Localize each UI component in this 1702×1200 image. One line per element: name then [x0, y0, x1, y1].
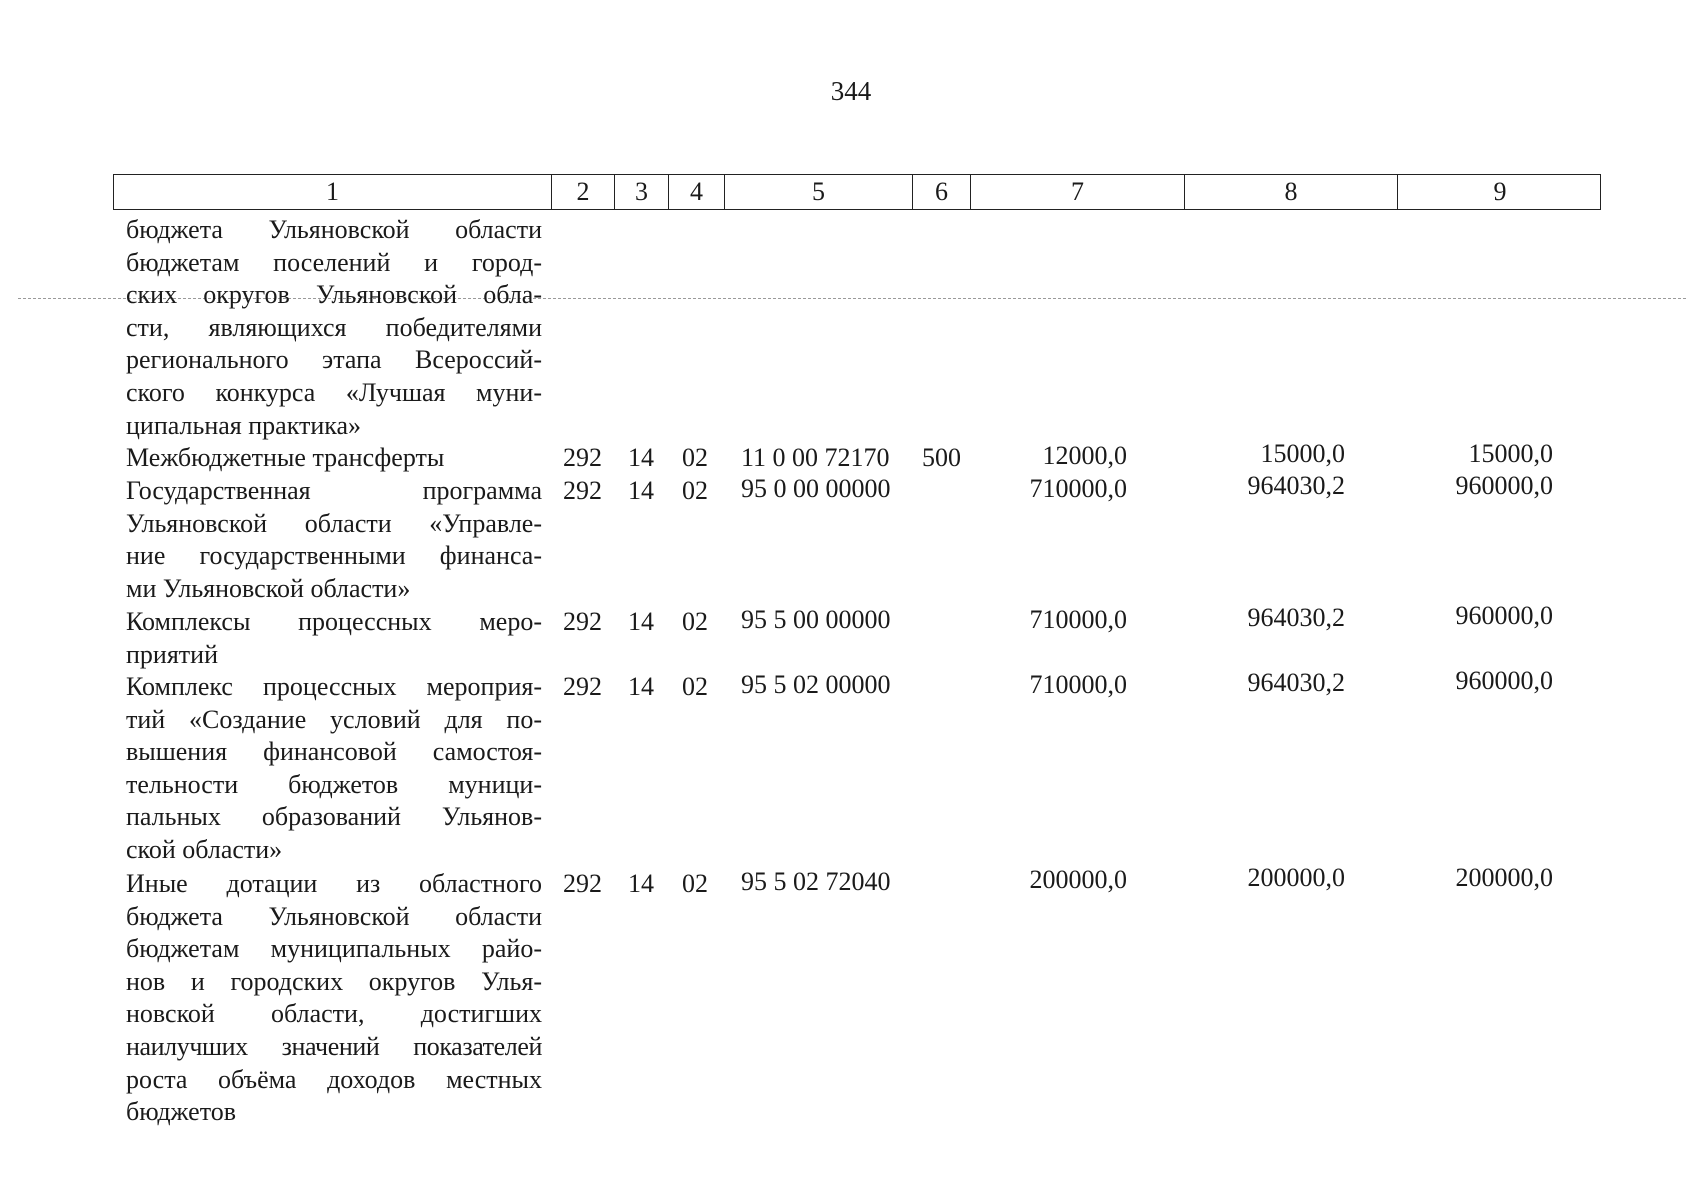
- page-number: 344: [830, 76, 872, 106]
- cell-col-3: 14: [628, 476, 654, 505]
- desc-line: ской области»: [126, 834, 283, 864]
- desc-line: бюджетов: [126, 1097, 237, 1127]
- cell-col-2: 292: [563, 443, 602, 472]
- desc-line: Иные дотации из областного: [126, 869, 542, 898]
- cell-col-6: 500: [922, 443, 961, 472]
- desc-line: Комплекс процессных мероприя-: [126, 672, 542, 701]
- cell-col-8: 200000,0: [1247, 863, 1345, 892]
- desc-line: ского конкурса «Лучшая муни-: [126, 377, 542, 407]
- desc-line: ние государственными финанса-: [126, 541, 542, 571]
- cell-col-4: 02: [682, 672, 708, 701]
- table-row-desc: [126, 475, 542, 605]
- cell-col-2: 292: [563, 672, 602, 701]
- header-col-8: 8: [1185, 175, 1398, 209]
- table-header-row: [113, 174, 1601, 210]
- cell-col-5: 95 5 00 00000: [741, 605, 891, 634]
- cell-col-7: 200000,0: [1029, 865, 1127, 894]
- header-col-3: 3: [615, 175, 669, 209]
- cell-col-8: 964030,2: [1247, 668, 1345, 697]
- desc-line: бюджета Ульяновской области: [126, 901, 542, 931]
- desc-line: ми Ульяновской области»: [126, 573, 411, 603]
- cell-col-3: 14: [628, 672, 654, 701]
- table-row-desc: [126, 868, 542, 1129]
- desc-line: Государственная программа: [126, 476, 542, 505]
- cell-col-7: 710000,0: [1029, 605, 1127, 634]
- desc-line: тельности бюджетов муници-: [126, 769, 542, 799]
- desc-line: бюджета Ульяновской области: [126, 215, 542, 244]
- header-col-1: 1: [114, 175, 552, 209]
- cell-col-5: 95 5 02 72040: [741, 867, 891, 896]
- cell-col-4: 02: [682, 443, 708, 472]
- cell-col-9: 960000,0: [1455, 666, 1553, 695]
- cell-col-4: 02: [682, 476, 708, 505]
- cell-col-9: 200000,0: [1455, 863, 1553, 892]
- desc-line: наилучших значений показателей: [126, 1031, 542, 1061]
- desc-line: бюджетам муниципальных райо-: [126, 934, 542, 964]
- cell-col-9: 960000,0: [1455, 601, 1553, 630]
- desc-line: приятий: [126, 639, 218, 669]
- cell-col-8: 15000,0: [1260, 439, 1345, 468]
- cell-col-3: 14: [628, 607, 654, 636]
- cell-col-3: 14: [628, 443, 654, 472]
- header-col-5: 5: [725, 175, 913, 209]
- cell-col-4: 02: [682, 869, 708, 898]
- desc-line: пальных образований Ульянов-: [126, 802, 542, 832]
- cell-col-2: 292: [563, 607, 602, 636]
- cell-col-3: 14: [628, 869, 654, 898]
- desc-line: нов и городских округов Улья-: [126, 966, 542, 996]
- cell-col-2: 292: [563, 869, 602, 898]
- cell-col-5: 11 0 00 72170: [741, 443, 890, 472]
- desc-line: бюджетам поселений и город-: [126, 247, 542, 277]
- desc-line: тий «Создание условий для по-: [126, 704, 542, 734]
- table-row-desc: [126, 671, 542, 867]
- cell-col-5: 95 0 00 00000: [741, 474, 891, 503]
- desc-line: ских округов Ульяновской обла-: [126, 280, 542, 310]
- header-col-9: 9: [1493, 177, 1507, 206]
- cell-col-5: 95 5 02 00000: [741, 670, 891, 699]
- cell-col-7: 12000,0: [1042, 441, 1127, 470]
- cell-col-7: 710000,0: [1029, 474, 1127, 503]
- desc-line: новской области, достигших: [126, 999, 542, 1029]
- desc-line: вышения финансовой самостоя-: [126, 737, 542, 767]
- cell-col-9: 15000,0: [1468, 439, 1553, 468]
- cell-col-8: 964030,2: [1247, 471, 1345, 500]
- desc-line: ципальная практика»: [126, 410, 362, 440]
- header-col-4: 4: [669, 175, 725, 209]
- desc-line: Ульяновской области «Управле-: [126, 508, 542, 538]
- header-col-2: 2: [552, 175, 615, 209]
- cell-col-9: 960000,0: [1455, 471, 1553, 500]
- cell-col-8: 964030,2: [1247, 603, 1345, 632]
- header-col-7: 7: [971, 175, 1185, 209]
- desc-line: регионального этапа Всероссий-: [126, 345, 542, 375]
- desc-line: Комплексы процессных меро-: [126, 607, 542, 636]
- table-row-desc: [126, 442, 542, 475]
- cell-col-4: 02: [682, 607, 708, 636]
- cell-col-7: 710000,0: [1029, 670, 1127, 699]
- table-row-desc: [126, 214, 542, 442]
- desc-line: сти, являющихся победителями: [126, 312, 542, 342]
- header-col-6: 6: [913, 175, 971, 209]
- desc-line: роста объёма доходов местных: [126, 1064, 542, 1094]
- cell-col-2: 292: [563, 476, 602, 505]
- table-row-desc: [126, 606, 542, 671]
- desc-line: Межбюджетные трансферты: [126, 443, 445, 472]
